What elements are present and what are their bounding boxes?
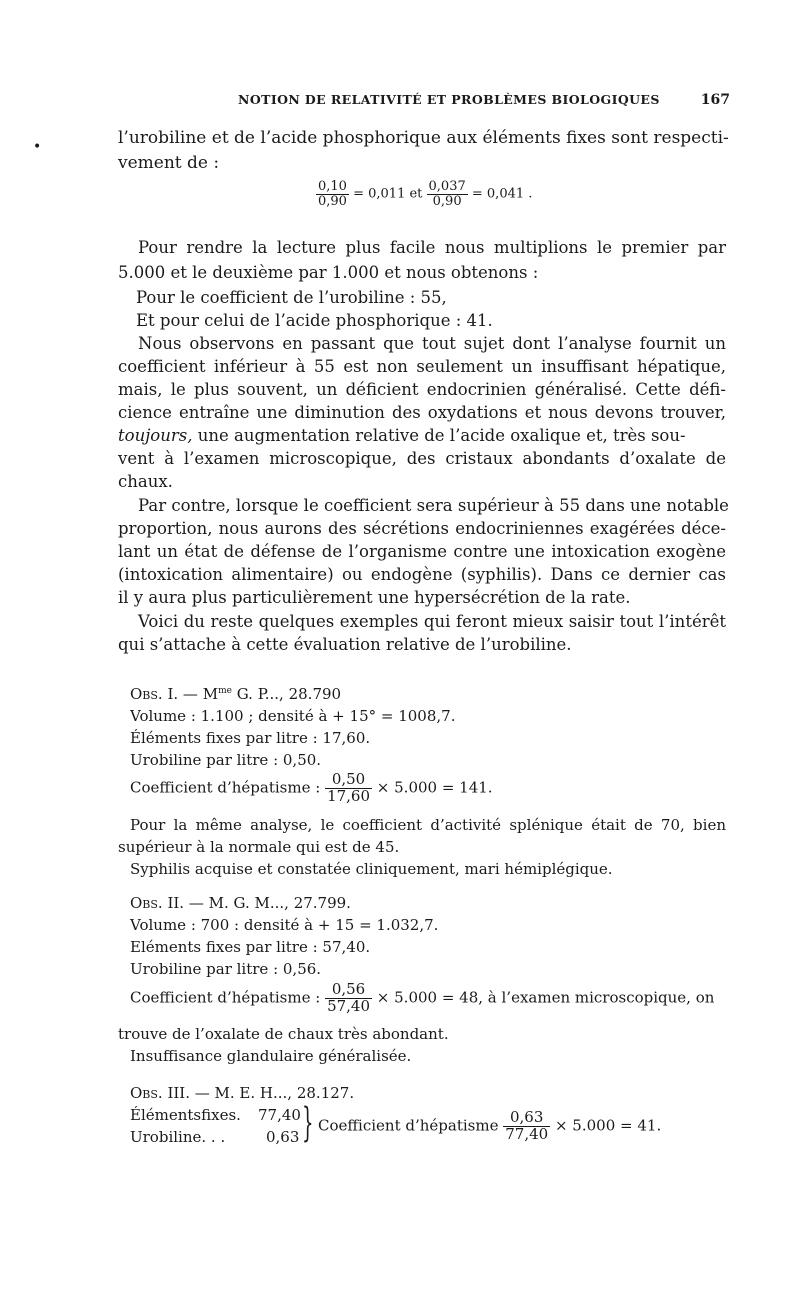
paragraph-line: Et pour celui de l’acide phosphorique : 41. bbox=[136, 311, 493, 330]
page-number: 167 bbox=[700, 92, 730, 108]
obs-title-text: — M. E. H..., 28.127. bbox=[190, 1084, 355, 1102]
coefficient-result: × 5.000 = 41. bbox=[554, 1116, 662, 1135]
obs-3-coefficient bbox=[318, 1110, 661, 1143]
obs-1-title bbox=[130, 685, 341, 703]
coefficient-fraction bbox=[325, 982, 372, 1015]
urobiline-ratio-fraction bbox=[316, 180, 349, 208]
fraction-denominator: 0,90 bbox=[318, 193, 347, 209]
coefficient-fraction bbox=[325, 772, 372, 805]
obs-3-row-urobiline bbox=[130, 1128, 225, 1146]
obs-label: Obs. I. bbox=[130, 685, 179, 703]
page-header bbox=[118, 92, 730, 112]
phosphoric-ratio-fraction bbox=[427, 180, 468, 208]
row-label: Urobiline. . . bbox=[130, 1128, 226, 1146]
row-label: Élémentsfixes. bbox=[130, 1106, 241, 1124]
paragraph-line: lant un état de défense de l’organisme contre une intoxication exogène bbox=[118, 542, 726, 561]
emphasis-word: toujours, bbox=[118, 426, 193, 445]
fraction-numerator: 0,037 bbox=[428, 179, 466, 194]
obs-2-urobiline: Urobiline par litre : 0,56. bbox=[130, 960, 322, 978]
paragraph-line: Voici du reste quelques exemples qui feront mieux saisir tout l’intérêt bbox=[138, 612, 726, 631]
running-head: NOTION DE RELATIVITÉ ET PROBLÈMES BIOLOGIQUES bbox=[238, 92, 660, 107]
obs-label: Obs. III. bbox=[130, 1084, 190, 1102]
paragraph-line: Pour rendre la lecture plus facile nous multiplions le premier par bbox=[138, 238, 726, 257]
fraction-numerator: 0,50 bbox=[325, 772, 372, 789]
obs-3-title bbox=[130, 1084, 354, 1102]
obs-1-elements: Éléments fixes par litre : 17,60. bbox=[130, 729, 371, 747]
obs-2-title bbox=[130, 894, 351, 912]
intro-line-2: vement de : bbox=[118, 153, 220, 173]
obs-1-note: Pour la même analyse, le coefficient d’activité splénique était de 70, bien bbox=[130, 816, 726, 834]
obs-2-coefficient bbox=[130, 982, 714, 1015]
paragraph-line: cience entraîne une diminution des oxydations et nous devons trouver, bbox=[118, 403, 726, 422]
paragraph-line: (intoxication alimentaire) ou endogène (syphilis). Dans ce dernier cas bbox=[118, 565, 726, 584]
obs-3-row-elements-value: 77,40 bbox=[258, 1106, 301, 1124]
obs-title-text: — M bbox=[178, 685, 219, 703]
obs-1-volume: Volume : 1.100 ; densité à + 15° = 1008,7. bbox=[130, 707, 456, 725]
curly-brace: } bbox=[302, 1100, 314, 1146]
obs-1-coefficient bbox=[130, 772, 493, 805]
ratio-result-2: = 0,041 . bbox=[471, 186, 533, 202]
paragraph-line: il y aura plus particulièrement une hypersécrétion de la rate. bbox=[118, 588, 631, 607]
fraction-numerator: 0,56 bbox=[325, 982, 372, 999]
paragraph-line: vent à l’examen microscopique, des cristaux abondants d’oxalate de bbox=[118, 449, 726, 468]
obs-3-row-elements bbox=[130, 1106, 241, 1124]
paragraph-line: qui s’attache à cette évaluation relative de l’urobiline. bbox=[118, 635, 572, 654]
fraction-denominator: 0,90 bbox=[432, 193, 462, 209]
obs-1-urobiline: Urobiline par litre : 0,50. bbox=[130, 751, 322, 769]
paragraph-line: Nous observons en passant que tout sujet dont l’analyse fournit un bbox=[138, 334, 726, 353]
fraction-numerator: 0,63 bbox=[503, 1110, 550, 1127]
coefficient-result: × 5.000 = 141. bbox=[376, 778, 493, 797]
obs-title-text: — M. G. M..., 27.799. bbox=[184, 894, 351, 912]
paragraph-line: Pour le coefficient de l’urobiline : 55, bbox=[136, 288, 447, 307]
coefficient-label: Coefficient d’hépatisme bbox=[318, 1116, 499, 1135]
coefficient-label: Coefficient d’hépatisme : bbox=[130, 988, 321, 1007]
obs-label: Obs. II. bbox=[130, 894, 185, 912]
paragraph-line: mais, le plus souvent, un déficient endocrinien généralisé. Cette défi- bbox=[118, 380, 726, 399]
paragraph-line: chaux. bbox=[118, 472, 173, 491]
obs-title-end: G. P..., 28.790 bbox=[231, 685, 342, 703]
paragraph-line: Par contre, lorsque le coefficient sera supérieur à 55 dans une notable bbox=[138, 496, 729, 515]
obs-3-row-urobiline-value: 0,63 bbox=[266, 1128, 300, 1146]
ratio-result-1: = 0,011 et bbox=[353, 186, 423, 202]
paragraph-line: coefficient inférieur à 55 est non seulement un insuffisant hépatique, bbox=[118, 357, 726, 376]
obs-2-note: trouve de l’oxalate de chaux très abondant. bbox=[118, 1025, 449, 1043]
paragraph-line-rest: une augmentation relative de l’acide oxalique et, très sou- bbox=[192, 426, 686, 445]
fraction-denominator: 77,40 bbox=[505, 1124, 549, 1143]
obs-2-note: Insuffisance glandulaire généralisée. bbox=[130, 1047, 412, 1065]
fraction-denominator: 17,60 bbox=[327, 786, 371, 805]
obs-1-note: supérieur à la normale qui est de 45. bbox=[118, 838, 400, 856]
margin-mark: • bbox=[33, 139, 42, 155]
coefficient-result: × 5.000 = 48, à l’examen microscopique, on bbox=[376, 988, 715, 1007]
paragraph-line: 5.000 et le deuxième par 1.000 et nous obtenons : bbox=[118, 263, 539, 282]
paragraph-line bbox=[118, 426, 686, 445]
fraction-numerator: 0,10 bbox=[318, 179, 347, 194]
obs-2-elements: Eléments fixes par litre : 57,40. bbox=[130, 938, 371, 956]
intro-line-1: l’urobiline et de l’acide phosphorique aux éléments fixes sont respecti- bbox=[118, 128, 729, 148]
obs-2-volume: Volume : 700 : densité à + 15 = 1.032,7. bbox=[130, 916, 439, 934]
coefficient-fraction bbox=[503, 1110, 550, 1143]
fraction-denominator: 57,40 bbox=[327, 996, 371, 1015]
coefficient-label: Coefficient d’hépatisme : bbox=[130, 778, 321, 797]
paragraph-line: proportion, nous aurons des sécrétions endocriniennes exagérées déce- bbox=[118, 519, 726, 538]
ratio-formula bbox=[316, 180, 532, 208]
obs-title-sup: me bbox=[218, 686, 232, 696]
obs-1-note: Syphilis acquise et constatée cliniquement, mari hémiplégique. bbox=[130, 860, 613, 878]
